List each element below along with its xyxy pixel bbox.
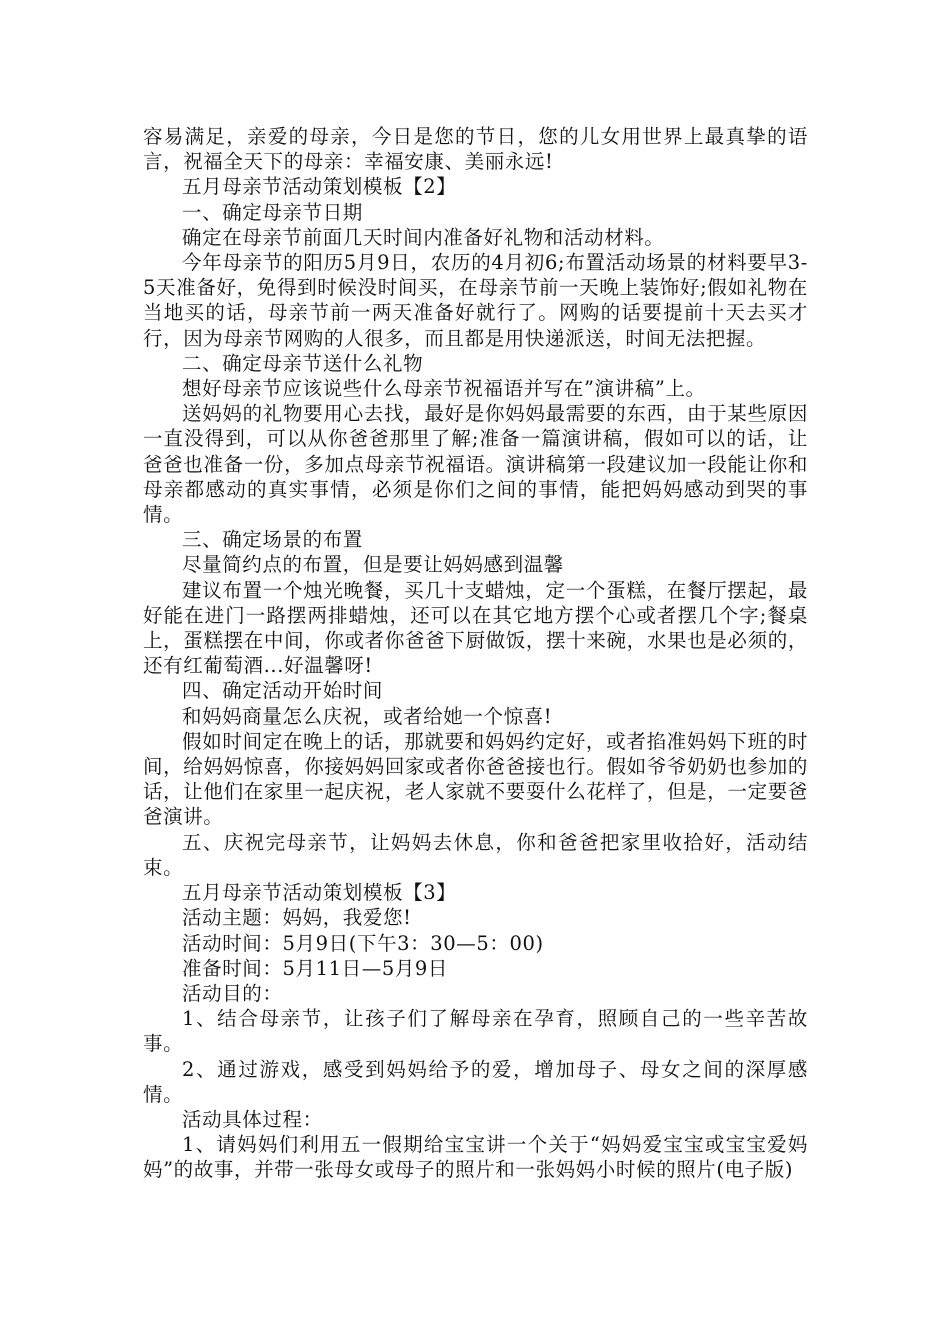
- section-heading-template-2: 五月母亲节活动策划模板【2】: [182, 175, 457, 199]
- list-item: 1、结合母亲节，让孩子们了解母亲在孕育，照顾自己的一些辛苦故事。: [143, 1007, 808, 1056]
- activity-time: 活动时间：5月9日(下午3：30—5：00): [182, 931, 544, 955]
- paragraph: 容易满足，亲爱的母亲，今日是您的节日，您的儿女用世界上最真挚的语言，祝福全天下的母亲：幸福安康、美丽永远!: [143, 125, 808, 174]
- subheading: 一、确定母亲节日期: [182, 200, 363, 224]
- paragraph: 送妈妈的礼物要用心去找，最好是你妈妈最需要的东西，由于某些原因一直没得到，可以从你爸爸那里了解;准备一篇演讲稿，假如可以的话，让爸爸也准备一份，多加点母亲节祝福语。演讲稿第一段建议加一段能让你和母亲都感动的真实事情，必须是你们之间的事情，能把妈妈感动到哭的事情。: [143, 402, 808, 527]
- subheading: 二、确定母亲节送什么礼物: [182, 351, 424, 375]
- activity-purpose-label: 活动目的：: [182, 981, 283, 1005]
- paragraph: 假如时间定在晚上的话，那就要和妈妈约定好，或者掐准妈妈下班的时间，给妈妈惊喜，你接妈妈回家或者你爸爸接也行。假如爷爷奶奶也参加的话，让他们在家里一起庆祝，老人家就不要耍什么花样了，但是，一定要爸爸演讲。: [143, 729, 808, 829]
- paragraph: 建议布置一个烛光晚餐，买几十支蜡烛，定一个蛋糕，在餐厅摆起，最好能在进门一路摆两排蜡烛，还可以在其它地方摆个心或者摆几个字;餐桌上，蛋糕摆在中间，你或者你爸爸下厨做饭，摆十来碗，水果也是必须的，还有红葡萄酒...好温馨呀!: [143, 578, 808, 678]
- paragraph: 今年母亲节的阳历5月9日，农历的4月初6;布置活动场景的材料要早3-5天准备好，免得到时候没时间买，在母亲节前一天晚上装饰好;假如礼物在当地买的话，母亲节前一两天准备好就行了。网购的话要提前十天去买才行，因为母亲节网购的人很多，而且都是用快递派送，时间无法把握。: [143, 251, 808, 350]
- section-heading-template-3: 五月母亲节活动策划模板【3】: [182, 881, 457, 905]
- activity-theme: 活动主题：妈妈，我爱您!: [182, 906, 412, 930]
- paragraph: 想好母亲节应该说些什么母亲节祝福语并写在”演讲稿”上。: [182, 377, 706, 401]
- subheading: 四、确定活动开始时间: [182, 679, 384, 703]
- subheading: 三、确定场景的布置: [182, 528, 363, 552]
- list-item: 1、请妈妈们利用五一假期给宝宝讲一个关于“妈妈爱宝宝或宝宝爱妈妈”的故事，并带一张母女或母子的照片和一张妈妈小时候的照片(电子版): [143, 1133, 808, 1182]
- activity-process-label: 活动具体过程：: [182, 1107, 323, 1131]
- paragraph: 五、庆祝完母亲节，让妈妈去休息，你和爸爸把家里收拾好，活动结束。: [143, 830, 808, 879]
- paragraph: 确定在母亲节前面几天时间内准备好礼物和活动材料。: [182, 225, 665, 249]
- list-item: 2、通过游戏，感受到妈妈给予的爱，增加母子、母女之间的深厚感情。: [143, 1057, 808, 1106]
- paragraph: 尽量简约点的布置，但是要让妈妈感到温馨: [182, 553, 564, 577]
- document-body: [143, 124, 808, 1183]
- preparation-time: 准备时间：5月11日—5月9日: [182, 956, 449, 980]
- paragraph: 和妈妈商量怎么庆祝，或者给她一个惊喜!: [182, 704, 553, 728]
